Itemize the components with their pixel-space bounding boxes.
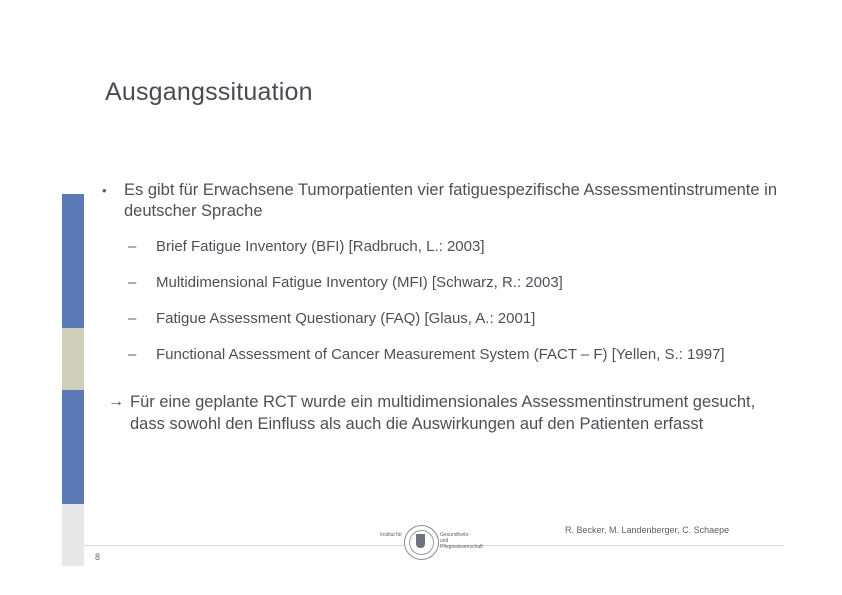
- logo-text-right: Gesundheits- und Pflegewissenschaft: [440, 532, 483, 550]
- conclusion-block: [98, 391, 778, 435]
- footer-authors: R. Becker, M. Landenberger, C. Schaepe: [565, 525, 730, 535]
- slide-content: [98, 180, 778, 435]
- conclusion-text: Für eine geplante RCT wurde ein multidimensionales Assessmentinstrument gesucht, dass sowohl den Einfluss als auch die Auswirkungen auf den Patienten erfasst: [130, 393, 756, 433]
- bullet-level1-text: Es gibt für Erwachsene Tumorpatienten vier fatiguespezifische Assessmentinstrumente in deutscher Sprache: [124, 181, 777, 220]
- arrow-icon: →: [108, 393, 124, 410]
- bullet-level1: [98, 180, 778, 222]
- list-item: [98, 344, 778, 365]
- bullet-marker-dash: –: [128, 274, 137, 291]
- seal-crest: [416, 534, 425, 548]
- color-bar-gray: [62, 504, 84, 566]
- list-item-text: Multidimensional Fatigue Inventory (MFI) [Schwarz, R.: 2003]: [156, 274, 563, 291]
- bullet-marker-dot: •: [102, 183, 107, 198]
- color-bar-khaki: [62, 328, 84, 390]
- sub-bullet-list: [98, 236, 778, 365]
- page-title: Ausgangssituation: [105, 78, 313, 106]
- list-item: [98, 236, 778, 257]
- list-item: [98, 308, 778, 329]
- list-item: [98, 272, 778, 293]
- institute-logo: [372, 524, 483, 560]
- bullet-marker-dash: –: [128, 310, 137, 327]
- decorative-color-bars: [62, 194, 84, 566]
- logo-text-left: Institut für: [380, 532, 402, 538]
- color-bar-blue-top: [62, 194, 84, 328]
- bullet-marker-dash: –: [128, 238, 137, 255]
- list-item-text: Functional Assessment of Cancer Measurement System (FACT – F) [Yellen, S.: 1997]: [156, 346, 725, 363]
- list-item-text: Brief Fatigue Inventory (BFI) [Radbruch, L.: 2003]: [156, 238, 485, 255]
- page-number: 8: [95, 552, 101, 562]
- bullet-marker-dash: –: [128, 346, 137, 363]
- list-item-text: Fatigue Assessment Questionary (FAQ) [Glaus, A.: 2001]: [156, 310, 536, 327]
- color-bar-blue-bottom: [62, 390, 84, 504]
- university-seal-icon: [404, 525, 439, 560]
